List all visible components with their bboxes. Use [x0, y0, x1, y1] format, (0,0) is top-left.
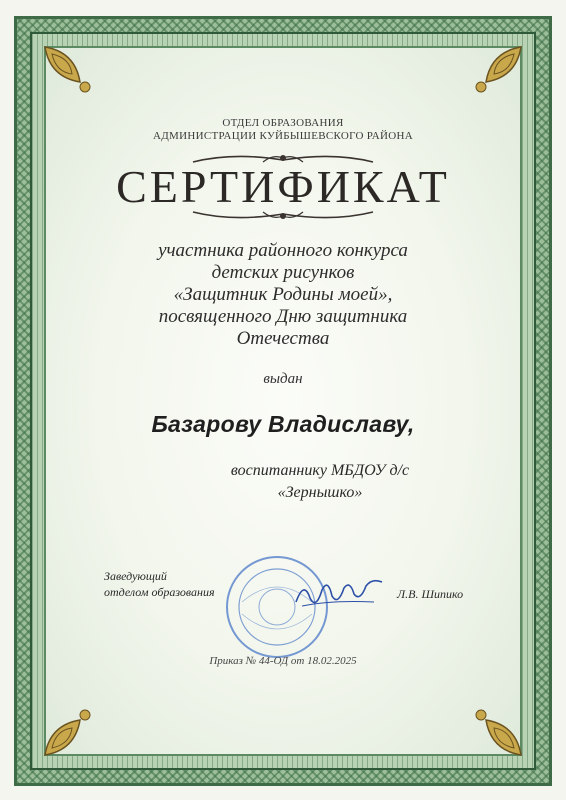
- position-line: отделом образования: [104, 585, 215, 599]
- order-reference: Приказ № 44-ОД от 18.02.2025: [209, 655, 357, 667]
- description-line: участника районного конкурса: [158, 240, 408, 261]
- recipient-affiliation: [120, 460, 520, 504]
- description-line: детских рисунков: [211, 262, 355, 283]
- organization-line: ОТДЕЛ ОБРАЗОВАНИЯ: [222, 117, 344, 129]
- handwritten-signature-icon: [292, 572, 387, 612]
- issued-label: выдан: [263, 371, 303, 387]
- signatory-position: [104, 568, 215, 600]
- position-line: Заведующий: [104, 569, 167, 583]
- title-flourish-bottom-icon: [0, 208, 566, 224]
- corner-ornament-icon: [456, 690, 526, 760]
- corner-ornament-icon: [456, 42, 526, 112]
- recipient-name: Базарову Владиславу,: [151, 411, 415, 437]
- affiliation-line: «Зернышко»: [277, 484, 363, 501]
- description-line: посвященного Дню защитника: [158, 306, 408, 327]
- affiliation-line: воспитаннику МБДОУ д/с: [230, 462, 410, 479]
- certificate-title: СЕРТИФИКАТ: [116, 161, 450, 212]
- corner-ornament-icon: [40, 690, 110, 760]
- description-line: Отечества: [236, 328, 330, 349]
- issuing-organization: [0, 117, 566, 143]
- signatory-name: Л.В. Шипико: [397, 587, 464, 601]
- corner-ornament-icon: [40, 42, 110, 112]
- organization-line: АДМИНИСТРАЦИИ КУЙБЫШЕВСКОГО РАЙОНА: [152, 130, 413, 142]
- certificate-description: [0, 240, 566, 350]
- description-line: «Защитник Родины моей»,: [173, 284, 393, 305]
